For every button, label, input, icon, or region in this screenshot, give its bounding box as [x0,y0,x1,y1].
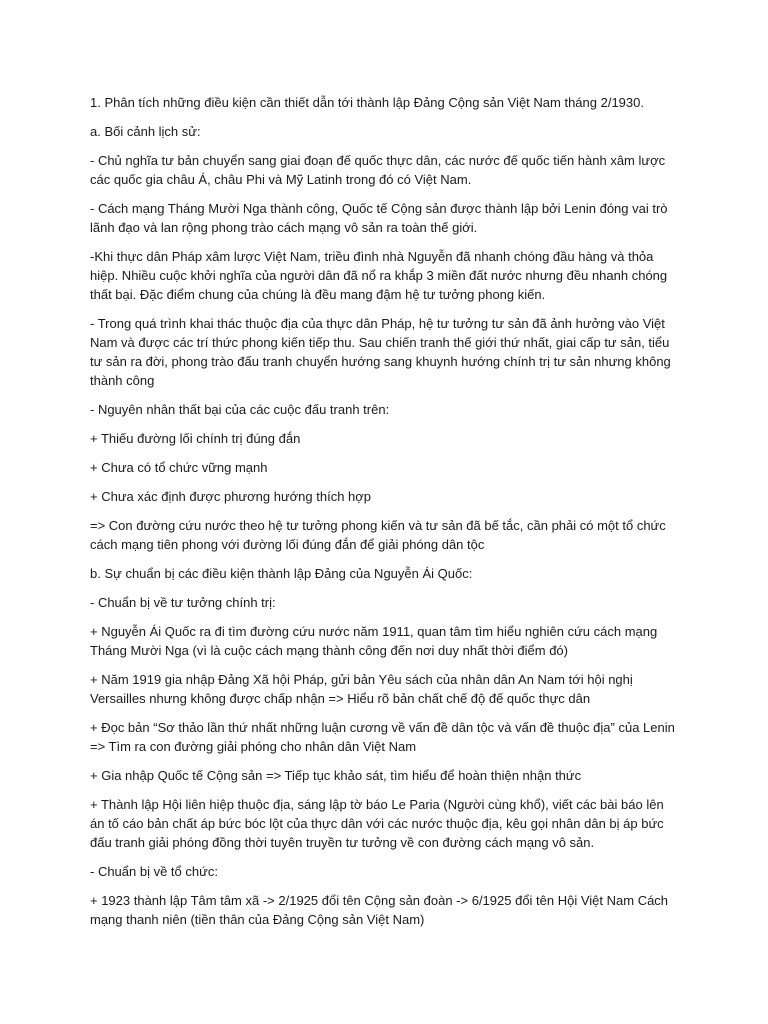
list-item: + Chưa xác định được phương hướng thích hợp [90,489,372,504]
list-item: + Nguyễn Ái Quốc ra đi tìm đường cứu nước năm 1911, quan tâm tìm hiểu nghiên cứu cách mạng Tháng Mười Nga (vì là cuộc cách mạng thành công đến nơi duy nhất thời điểm đó) [90,624,658,658]
paragraph-failure-causes: - Nguyên nhân thất bại của các cuộc đấu tranh trên: [90,402,390,417]
paragraph-bourgeois-ideology: - Trong quá trình khai thác thuộc địa của thực dân Pháp, hệ tư tưởng tư sản đã ảnh hưởng vào Việt Nam và được các trí thức phong kiến tiếp thu. Sau chiến tranh thế giới thứ nhất, giai cấp tư sản, tiểu tư sản ra đời, phong trào đấu tranh chuyển hướng sang khuynh hướng chính trị tư sản nhưng không thành công [90,316,671,388]
section-a-heading: a. Bối cảnh lịch sử: [90,124,201,139]
list-item: + Năm 1919 gia nhập Đảng Xã hội Pháp, gửi bản Yêu sách của nhân dân An Nam tới hội nghị Versailles nhưng không được chấp nhận => Hiểu rõ bản chất chế độ đế quốc thực dân [90,672,633,706]
list-item: + Thành lập Hội liên hiệp thuộc địa, sáng lập tờ báo Le Paria (Người cùng khổ), viết các bài báo lên án tố cáo bản chất áp bức bóc lột của thực dân với các nước thuộc địa, kêu gọi nhân dân bị áp bức đấu tranh giải phóng đồng thời tuyên truyền tư tưởng về con đường cách mạng vô sản. [90,797,664,850]
list-item: + Gia nhập Quốc tế Cộng sản => Tiếp tục khảo sát, tìm hiểu để hoàn thiện nhận thức [90,768,582,783]
list-item: + Đọc bản “Sơ thảo lần thứ nhất những luận cương về vấn đề dân tộc và vấn đề thuộc địa” của Lenin => Tìm ra con đường giải phóng cho nhân dân Việt Nam [90,720,675,754]
subheading-organization: - Chuẩn bị về tổ chức: [90,864,218,879]
list-item: + 1923 thành lập Tâm tâm xã -> 2/1925 đổi tên Cộng sản đoàn -> 6/1925 đổi tên Hội Việt Nam Cách mạng thanh niên (tiền thân của Đảng Cộng sản Việt Nam) [90,893,669,927]
paragraph-conclusion: => Con đường cứu nước theo hệ tư tưởng phong kiến và tư sản đã bế tắc, cần phải có một tổ chức cách mạng tiên phong với đường lối đúng đắn để giải phóng dân tộc [90,518,666,552]
list-item: + Thiếu đường lối chính trị đúng đắn [90,431,301,446]
document-page [90,93,680,939]
subheading-political-ideology: - Chuẩn bị về tư tưởng chính trị: [90,595,276,610]
paragraph-french-invasion: -Khi thực dân Pháp xâm lược Việt Nam, triều đình nhà Nguyễn đã nhanh chóng đầu hàng và thỏa hiệp. Nhiều cuộc khởi nghĩa của người dân đã nổ ra khắp 3 miền đất nước nhưng đều nhanh chóng thất bại. Đặc điểm chung của chúng là đều mang đậm hệ tư tưởng phong kiến. [90,249,668,302]
list-item: + Chưa có tổ chức vững mạnh [90,460,268,475]
section-b-heading: b. Sự chuẩn bị các điều kiện thành lập Đảng của Nguyễn Ái Quốc: [90,566,473,581]
paragraph-capitalism: - Chủ nghĩa tư bản chuyển sang giai đoạn đế quốc thực dân, các nước đế quốc tiến hành xâm lược các quốc gia châu Á, châu Phi và Mỹ Latinh trong đó có Việt Nam. [90,153,666,187]
heading-1: 1. Phân tích những điều kiện cần thiết dẫn tới thành lập Đảng Cộng sản Việt Nam tháng 2/1930. [90,95,644,110]
paragraph-october-revolution: - Cách mạng Tháng Mười Nga thành công, Quốc tế Cộng sản được thành lập bởi Lenin đóng vai trò lãnh đạo và lan rộng phong trào cách mạng vô sản ra toàn thế giới. [90,201,668,235]
